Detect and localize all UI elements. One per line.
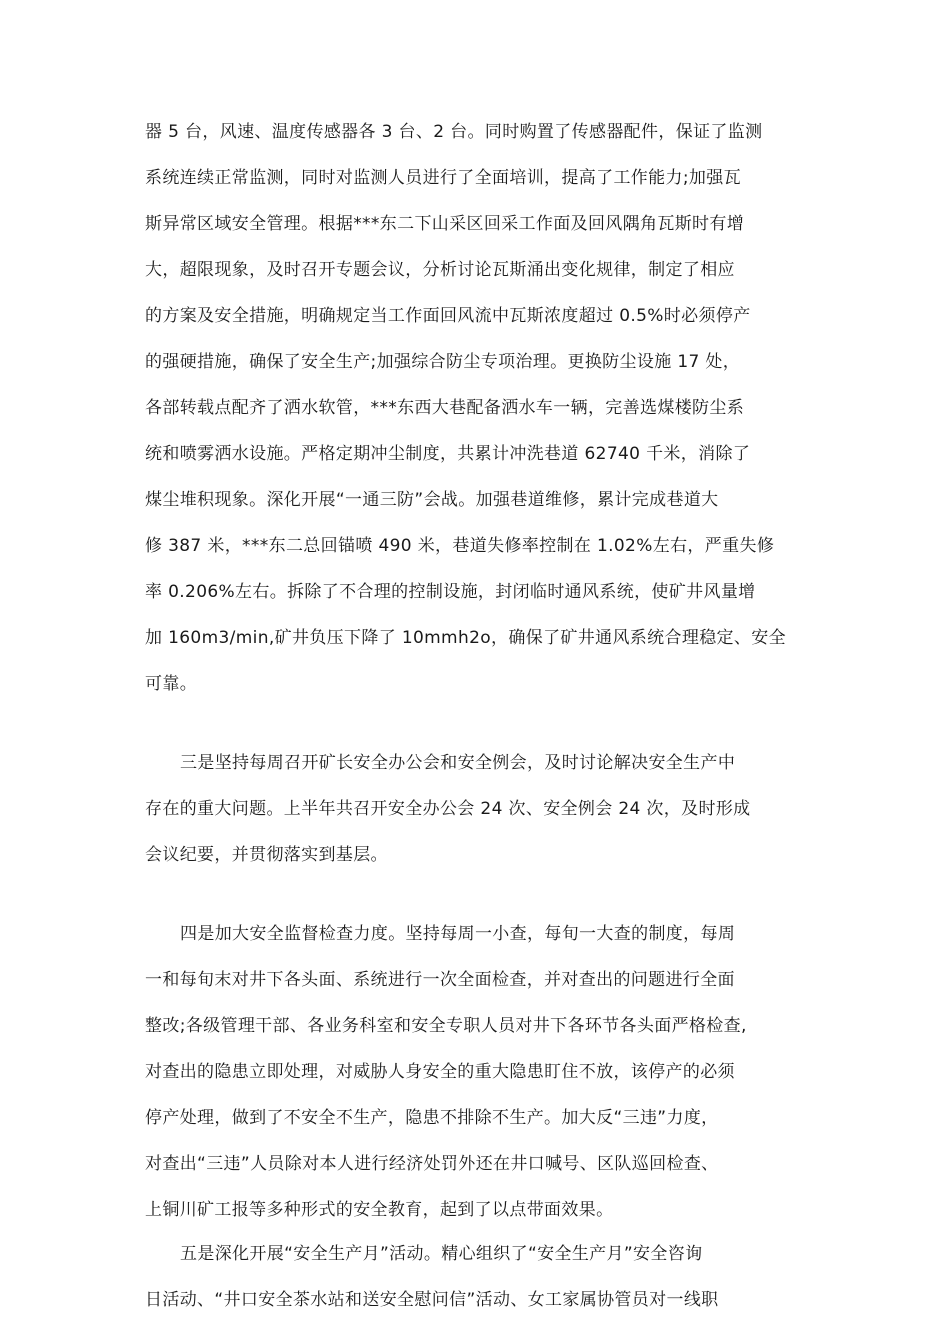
paragraph-3-line-6: 对查出“三违”人员除对本人进行经济处罚外还在井口喊号、区队巡回检查、 xyxy=(145,1154,719,1174)
paragraph-3-line-5: 停产处理，做到了不安全不生产，隐患不排除不生产。加大反“三违”力度， xyxy=(145,1108,719,1128)
paragraph-3-line-7: 上铜川矿工报等多种形式的安全教育，起到了以点带面效果。 xyxy=(145,1200,614,1220)
paragraph-1-line-5: 的方案及安全措施，明确规定当工作面回风流中瓦斯浓度超过 0.5%时必须停产 xyxy=(145,306,751,326)
paragraph-1-line-10: 修 387 米，***东二总回锚喷 490 米，巷道失修率控制在 1.02%左右，严重失修 xyxy=(145,536,775,556)
paragraph-4-line-2: 日活动、“井口安全茶水站和送安全慰问信”活动、女工家属协管员对一线职 xyxy=(145,1290,719,1310)
paragraph-2-line-1: 三是坚持每周召开矿长安全办公会和安全例会，及时讨论解决安全生产中 xyxy=(180,753,736,773)
paragraph-1-line-13: 可靠。 xyxy=(145,674,198,694)
paragraph-1-line-12: 加 160m3/min,矿井负压下降了 10mmh2o，确保了矿井通风系统合理稳定、安全 xyxy=(145,628,786,648)
paragraph-1-line-11: 率 0.206%左右。拆除了不合理的控制设施，封闭临时通风系统，使矿井风量增 xyxy=(145,582,756,602)
paragraph-1-line-1: 器 5 台，风速、温度传感器各 3 台、2 台。同时购置了传感器配件，保证了监测 xyxy=(145,122,763,142)
paragraph-1-line-8: 统和喷雾洒水设施。严格定期冲尘制度，共累计冲洗巷道 62740 千米，消除了 xyxy=(145,444,751,464)
paragraph-3-line-3: 整改;各级管理干部、各业务科室和安全专职人员对井下各环节各头面严格检查, xyxy=(145,1016,747,1036)
paragraph-1-line-7: 各部转载点配齐了洒水软管，***东西大巷配备洒水车一辆，完善选煤楼防尘系 xyxy=(145,398,745,418)
paragraph-4-line-1: 五是深化开展“安全生产月”活动。精心组织了“安全生产月”安全咨询 xyxy=(180,1244,703,1264)
paragraph-1-line-9: 煤尘堆积现象。深化开展“一通三防”会战。加强巷道维修，累计完成巷道大 xyxy=(145,490,719,510)
paragraph-1-line-3: 斯异常区域安全管理。根据***东二下山采区回采工作面及回风隅角瓦斯时有增 xyxy=(145,214,745,234)
paragraph-3-line-1: 四是加大安全监督检查力度。坚持每周一小查，每旬一大查的制度，每周 xyxy=(180,924,736,944)
paragraph-3-line-4: 对查出的隐患立即处理，对威胁人身安全的重大隐患盯住不放，该停产的必须 xyxy=(145,1062,735,1082)
paragraph-1-line-6: 的强硬措施，确保了安全生产;加强综合防尘专项治理。更换防尘设施 17 处， xyxy=(145,352,741,372)
paragraph-2-line-2: 存在的重大问题。上半年共召开安全办公会 24 次、安全例会 24 次，及时形成 xyxy=(145,799,751,819)
paragraph-1-line-2: 系统连续正常监测，同时对监测人员进行了全面培训，提高了工作能力;加强瓦 xyxy=(145,168,741,188)
paragraph-3-line-2: 一和每旬末对井下各头面、系统进行一次全面检查，并对查出的问题进行全面 xyxy=(145,970,735,990)
paragraph-1-line-4: 大，超限现象，及时召开专题会议，分析讨论瓦斯涌出变化规律，制定了相应 xyxy=(145,260,735,280)
paragraph-2-line-3: 会议纪要，并贯彻落实到基层。 xyxy=(145,845,388,865)
